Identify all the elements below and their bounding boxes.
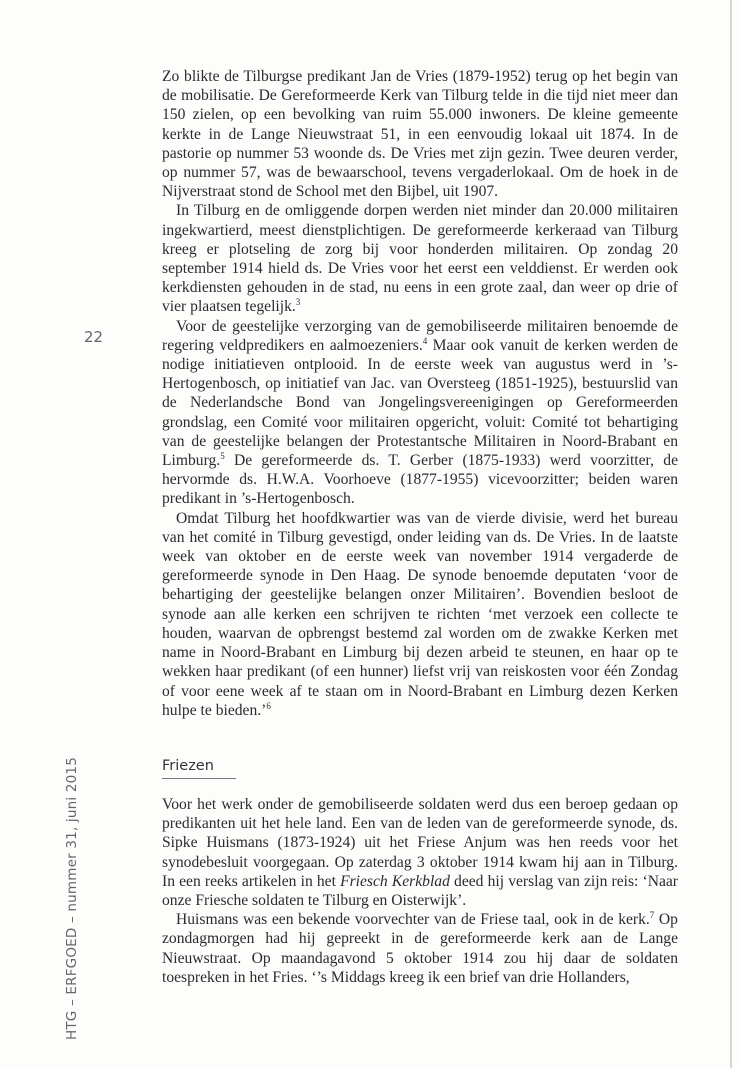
footnote-ref: 5 bbox=[220, 451, 225, 462]
section-heading-rule bbox=[162, 778, 236, 779]
footnote-ref: 6 bbox=[266, 700, 271, 711]
paragraph bbox=[162, 509, 678, 720]
paragraph bbox=[162, 795, 678, 910]
body-text-section-2 bbox=[162, 795, 678, 987]
paragraph-text: deed hij verslag van zijn reis: ‘Naar onze Friesche soldaten te Tilburg en Oisterwijk’. bbox=[162, 872, 678, 910]
paragraph-text: In Tilburg en de omliggende dorpen werden niet minder dan 20.000 militairen ingekwartierd, meest dienstplichtigen. De gereformeerde kerkeraad van Tilburg kreeg er plotseling de zorg bij voor honderden militairen. Op zondag 20 september 1914 hield ds. De Vries voor het eerst een velddienst. Er werden ook kerkdiensten gehouden in de stad, nu eens in een grote zaal, dan weer op drie of vier plaatsen tegelijk. bbox=[162, 202, 678, 316]
paragraph-text: Maar ook vanuit de kerken werden de nodige initiatieven ontplooid. In de eerste week van augustus werd in ’s-Hertogenbosch, op initiatief van Jac. van Oversteeg (1851-1925), bestuurslid van de Nederlandsche Bond van Jongelingsvereenigingen op Gereformeerden grondslag, een Comité voor militairen opgericht, voluit: Comité tot behartiging van de geestelijke belangen der Protestantsche Militairen in Noord-Brabant en Limburg. bbox=[162, 336, 679, 470]
paragraph-text: Omdat Tilburg het hoofdkwartier was van de vierde divisie, werd het bureau van het comité in Tilburg gevestigd, onder leiding van ds. De Vries. In de laatste week van oktober en de eerste week van november 1914 vergaderde de gereformeerde synode in Den Haag. De synode benoemde deputaten ‘voor de behartiging der geestelijke belangen onzer Militairen’. Bovendien besloot de synode aan alle kerken een schrijven te richten ‘met verzoek een collecte te houden, waarvan de opbrengst bestemd zal worden om de zwakke Kerken met name in Noord-Brabant en Limburg bij dezen arbeid te steunen, en haar op te wekken haar predikant (of een hunner) liefst vrij van reiskosten voor één Zondag of voor eene week af te staan om in Noord-Brabant en Limburg dezen Kerken hulpe te bieden.’ bbox=[162, 509, 678, 719]
paragraph-text: Voor het werk onder de gemobiliseerde soldaten werd dus een beroep gedaan op predikanten uit het hele land. Een van de leden van de gereformeerde synode, ds. Sipke Huismans (1873-1924) uit het Friese Anjum was hen reeds voor het synodebesluit voorgegaan. Op zaterdag 3 oktober 1914 kwam hij aan in Tilburg. In een reeks artikelen in het bbox=[162, 796, 678, 890]
paragraph-text: Voor de geestelijke verzorging van de gemobiliseerde militairen benoemde de regering veldpredikers en aalmoezeniers. bbox=[162, 317, 678, 354]
paragraph bbox=[162, 67, 678, 201]
paragraph-text: Huismans was een bekende voorvechter van de Friese taal, ook in de kerk. bbox=[176, 911, 650, 929]
running-head-text: HTG – ERFGOED – nummer 31, juni 2015 bbox=[64, 757, 80, 1040]
page-edge bbox=[730, 0, 732, 1068]
paragraph bbox=[162, 317, 678, 509]
page-number: 22 bbox=[84, 328, 104, 346]
running-head bbox=[64, 700, 84, 1040]
paragraph-text: Zo blikte de Tilburgse predikant Jan de Vries (1879-1952) terug op het begin van de mobilisatie. De Gereformeerde Kerk van Tilburg telde in die tijd niet meer dan 150 zielen, op een bevolking van ruim 55.000 inwoners. De kleine gemeente kerkte in de Lange Nieuwstraat 51, in een eenvoudig lokaal uit 1874. In de pastorie op nummer 53 woonde ds. De Vries met zijn gezin. Twee deuren verder, op nummer 57, was de bewaarschool, tevens vergaderlokaal. Om de hoek in de Nijverstraat stond de School met den Bijbel, uit 1907. bbox=[162, 68, 678, 201]
paragraph-text: De gereformeerde ds. T. Gerber (1875-1933) werd voorzitter, de hervormde ds. H.W.A. Voorhoeve (1877-1955) vicevoorzitter; beiden waren predikant in ’s-Hertogenbosch. bbox=[162, 452, 678, 508]
paragraph-text: Op zondagmorgen had hij gepreekt in de gereformeerde kerk aan de Lange Nieuwstraat. Op maandagavond 5 oktober 1914 zou hij daar de soldaten toespreken in het Fries. ‘’s Middags kreeg ik een brief van drie Hollanders, bbox=[162, 911, 678, 986]
footnote-ref: 3 bbox=[295, 297, 301, 308]
section-heading: Friezen bbox=[162, 758, 214, 774]
publication-title: Friesch Kerkblad bbox=[340, 872, 450, 890]
footnote-ref: 7 bbox=[649, 910, 655, 921]
footnote-ref: 4 bbox=[422, 335, 428, 346]
paragraph bbox=[162, 910, 678, 987]
body-text-section-1 bbox=[162, 67, 678, 720]
paragraph bbox=[162, 201, 678, 316]
